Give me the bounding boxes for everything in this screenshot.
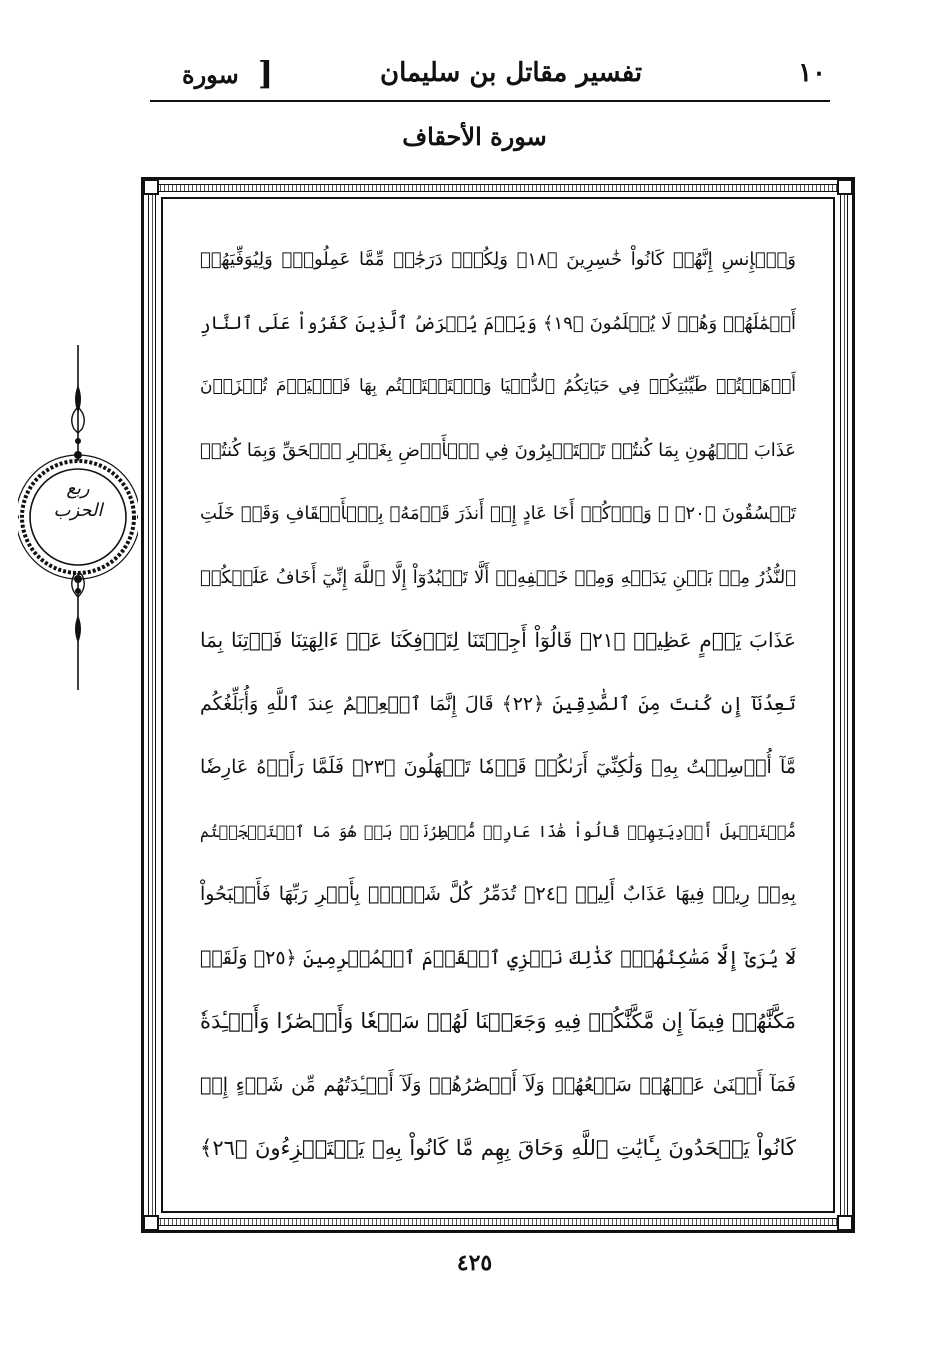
text-line: تَفۡسُقُونَ ﴿٢٠﴾ ۞ وَٱذۡكُرۡ أَخَا عَادٍ إِذۡ أَنذَرَ قَوۡمَهُۥ بِٱلۡأَحۡقَافِ وَقَدۡ خَلَتِ <box>200 503 796 524</box>
frame-corner-bottom-right <box>837 1215 853 1231</box>
text-line: لَا يُرَىٰٓ إِلَّا مَسَٰكِنُهُمۡۚ كَذَٰلِكَ نَجۡزِي ٱلۡقَوۡمَ ٱلۡمُجۡرِمِينَ ﴿٢٥﴾ وَلَقَدۡ <box>200 946 796 969</box>
text-line: تَعِدُنَآ إِن كُنتَ مِنَ ٱلصَّٰدِقِينَ ﴿٢٢﴾ قَالَ إِنَّمَا ٱلۡعِلۡمُ عِندَ ٱللَّهِ وَأُبَلِّغُكُم <box>200 692 796 715</box>
text-line: فَمَآ أَغۡنَىٰ عَنۡهُمۡ سَمۡعُهُمۡ وَلَآ أَبۡصَٰرُهُمۡ وَلَآ أَفۡـِٔدَتُهُم مِّن شَيۡءٍ إِذۡ <box>200 1073 796 1096</box>
footer-page-number: ٤٢٥ <box>456 1250 493 1276</box>
text-line: مَكَّنَّٰهُمۡ فِيمَآ إِن مَّكَّنَّٰكُمۡ فِيهِ وَجَعَلۡنَا لَهُمۡ سَمۡعٗا وَأَبۡصَٰرٗا وَأَفۡـِٔدَةٗ <box>200 1009 796 1033</box>
text-line: كَانُواْ يَجۡحَدُونَ بِـَٔايَٰتِ ٱللَّهِ وَحَاقَ بِهِم مَّا كَانُواْ بِهِۦ يَسۡتَهۡزِءُونَ ﴿٢٦﴾ <box>200 1136 796 1160</box>
header-surah-label: سورة <box>182 60 239 89</box>
text-line: بِهِۦۖ رِيحٞ فِيهَا عَذَابٌ أَلِيمٞ ﴿٢٤﴾ تُدَمِّرُ كُلَّ شَيۡءِۭ بِأَمۡرِ رَبِّهَا فَأَصۡبَحُواْ <box>200 883 796 905</box>
text-line: مُّسۡتَقۡبِلَ أَوۡدِيَتِهِمۡ قَالُواْ هَٰذَا عَارِضٞ مُّمۡطِرُنَاۚ بَلۡ هُوَ مَا ٱسۡتَعۡجَلۡتُم <box>200 821 796 841</box>
text-line: مَّآ أُرۡسِلۡتُ بِهِۦ وَلَٰكِنِّيٓ أَرَىٰكُمۡ قَوۡمٗا تَجۡهَلُونَ ﴿٢٣﴾ فَلَمَّا رَأَوۡهُ عَارِضٗا <box>200 756 797 778</box>
frame-corner-top-left <box>143 179 159 195</box>
header-page-number: ١٠ <box>798 58 826 88</box>
text-line: عَذَابَ يَوۡمٍ عَظِيمٖ ﴿٢١﴾ قَالُوٓاْ أَجِئۡتَنَا لِتَأۡفِكَنَا عَنۡ ءَالِهَتِنَا فَأۡتِنَا بِمَا <box>200 628 796 652</box>
hizb-marker <box>30 478 126 522</box>
frame-corner-bottom-left <box>143 1215 159 1231</box>
header-bracket: ] <box>258 54 274 92</box>
page-header <box>150 52 830 102</box>
text-line: ٱلنُّذُرُ مِنۢ بَيۡنِ يَدَيۡهِ وَمِنۡ خَلۡفِهِۦٓ أَلَّا تَعۡبُدُوٓاْ إِلَّا ٱللَّهَ إِنِّيٓ أَخَافُ عَلَيۡكُمۡ <box>200 566 796 588</box>
quran-text-block <box>200 228 796 1181</box>
text-line: أَعۡمَٰلَهُمۡ وَهُمۡ لَا يُظۡلَمُونَ ﴿١٩﴾ وَيَوۡمَ يُعۡرَضُ ٱلَّذِينَ كَفَرُواْ عَلَى ٱلنَّارِ <box>200 312 797 334</box>
text-line: عَذَابَ ٱلۡهُونِ بِمَا كُنتُمۡ تَسۡتَكۡبِرُونَ فِي ٱلۡأَرۡضِ بِغَيۡرِ ٱلۡحَقِّ وَبِمَا كُنتُمۡ <box>200 439 796 461</box>
hizb-marker-line: الحزب <box>53 500 103 521</box>
frame-corner-top-right <box>837 179 853 195</box>
surah-title: سورة الأحقاف <box>402 122 547 151</box>
book-title: تفسير مقاتل بن سليمان <box>380 58 643 88</box>
text-line: وَٱلۡإِنسِ إِنَّهُمۡ كَانُواْ خَٰسِرِينَ ﴿١٨﴾ وَلِكُلّٖ دَرَجَٰتٞ مِّمَّا عَمِلُواْۖ وَلِيُوَفِّيَهُمۡ <box>200 249 796 270</box>
text-line: أَذۡهَبۡتُمۡ طَيِّبَٰتِكُمۡ فِي حَيَاتِكُمُ ٱلدُّنۡيَا وَٱسۡتَمۡتَعۡتُم بِهَا فَٱلۡيَوۡمَ تُجۡزَوۡنَ <box>200 376 796 396</box>
header-rule <box>150 100 830 102</box>
hizb-marker-line: ربع <box>66 478 90 499</box>
